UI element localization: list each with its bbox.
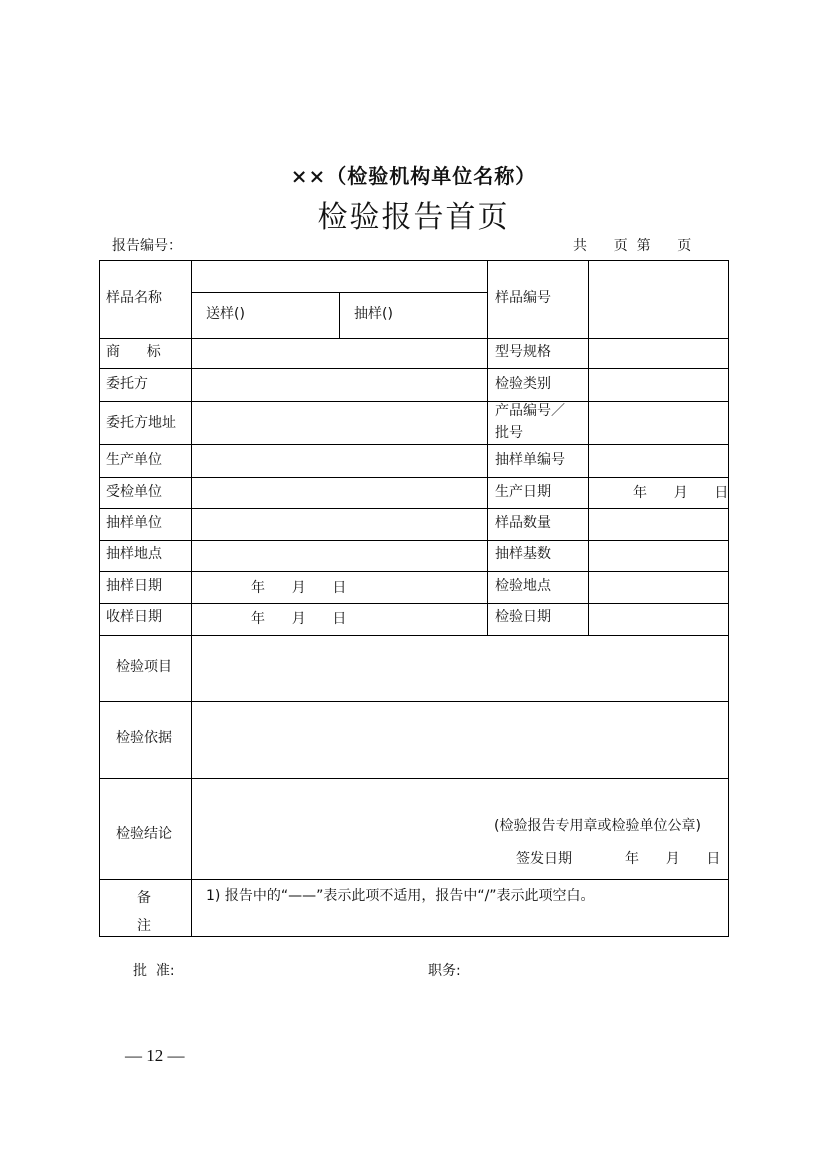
table-border-bottom — [99, 936, 729, 937]
table-divider-vertical — [339, 292, 340, 338]
label-model-spec: 型号规格 — [495, 344, 551, 360]
table-divider — [99, 778, 729, 779]
label-remarks-line1: 备 — [137, 890, 151, 906]
label-inspection-conclusion: 检验结论 — [116, 826, 172, 842]
table-divider — [99, 635, 729, 636]
table-divider — [99, 603, 729, 604]
label-inspection-items: 检验项目 — [116, 659, 172, 675]
label-sample-no: 样品编号 — [495, 290, 551, 306]
production-date-value[interactable]: 年 月 日 — [633, 485, 729, 501]
table-divider-vertical — [588, 260, 589, 635]
label-sample-quantity: 样品数量 — [495, 515, 551, 531]
label-inspection-basis: 检验依据 — [116, 730, 172, 746]
document-title: 检验报告首页 — [317, 200, 510, 235]
table-divider — [99, 879, 729, 880]
label-inspected-unit: 受检单位 — [106, 484, 162, 500]
duty-label: 职务: — [428, 963, 461, 979]
label-production-date: 生产日期 — [495, 484, 551, 500]
seal-note: (检验报告专用章或检验单位公章) — [494, 818, 701, 834]
remarks-text: 1) 报告中的“——”表示此项不适用，报告中“/”表示此项空白。 — [206, 888, 595, 904]
label-sampling-unit: 抽样单位 — [106, 515, 162, 531]
table-divider — [99, 368, 729, 369]
label-sampling-base: 抽样基数 — [495, 546, 551, 562]
organization-title: ××（检验机构单位名称） — [290, 164, 537, 188]
issue-date-value[interactable]: 年 月 日 — [625, 851, 721, 867]
label-inspection-location: 检验地点 — [495, 578, 551, 594]
issue-date-label: 签发日期 — [516, 851, 572, 867]
label-inspection-type: 检验类别 — [495, 376, 551, 392]
label-sample-name: 样品名称 — [106, 290, 162, 306]
label-client-address: 委托方地址 — [106, 415, 176, 431]
table-divider — [99, 571, 729, 572]
label-remarks-line2: 注 — [137, 918, 151, 934]
report-number-label: 报告编号： — [112, 238, 182, 254]
label-client: 委托方 — [106, 376, 148, 392]
table-border-top — [99, 260, 729, 261]
table-divider — [99, 477, 729, 478]
table-divider — [99, 444, 729, 445]
sampling-date-value[interactable]: 年 月 日 — [251, 580, 347, 596]
label-sampling-date: 抽样日期 — [106, 578, 162, 594]
table-border-left — [99, 260, 100, 937]
table-divider-vertical — [487, 260, 488, 635]
label-receipt-date: 收样日期 — [106, 609, 162, 625]
table-divider — [99, 401, 729, 402]
label-sampling-location: 抽样地点 — [106, 546, 162, 562]
table-divider — [99, 540, 729, 541]
table-divider — [99, 508, 729, 509]
label-product-no-line2: 批号 — [495, 425, 523, 441]
label-product-no-line1: 产品编号／ — [495, 403, 565, 419]
page-number: — 12 — — [125, 1046, 185, 1065]
label-inspection-date: 检验日期 — [495, 609, 551, 625]
table-divider — [99, 338, 729, 339]
label-trademark: 商 标 — [106, 344, 161, 360]
page-info: 共 页 第 页 — [573, 238, 692, 254]
checkbox-draw-sample[interactable]: 抽样() — [354, 306, 393, 322]
checkbox-send-sample[interactable]: 送样() — [206, 306, 245, 322]
table-divider-vertical — [191, 260, 192, 937]
approve-label: 批 准: — [133, 963, 175, 979]
label-sampling-form-no: 抽样单编号 — [495, 452, 565, 468]
receipt-date-value[interactable]: 年 月 日 — [251, 611, 347, 627]
label-manufacturer: 生产单位 — [106, 452, 162, 468]
table-divider — [99, 701, 729, 702]
table-border-right — [728, 260, 729, 937]
